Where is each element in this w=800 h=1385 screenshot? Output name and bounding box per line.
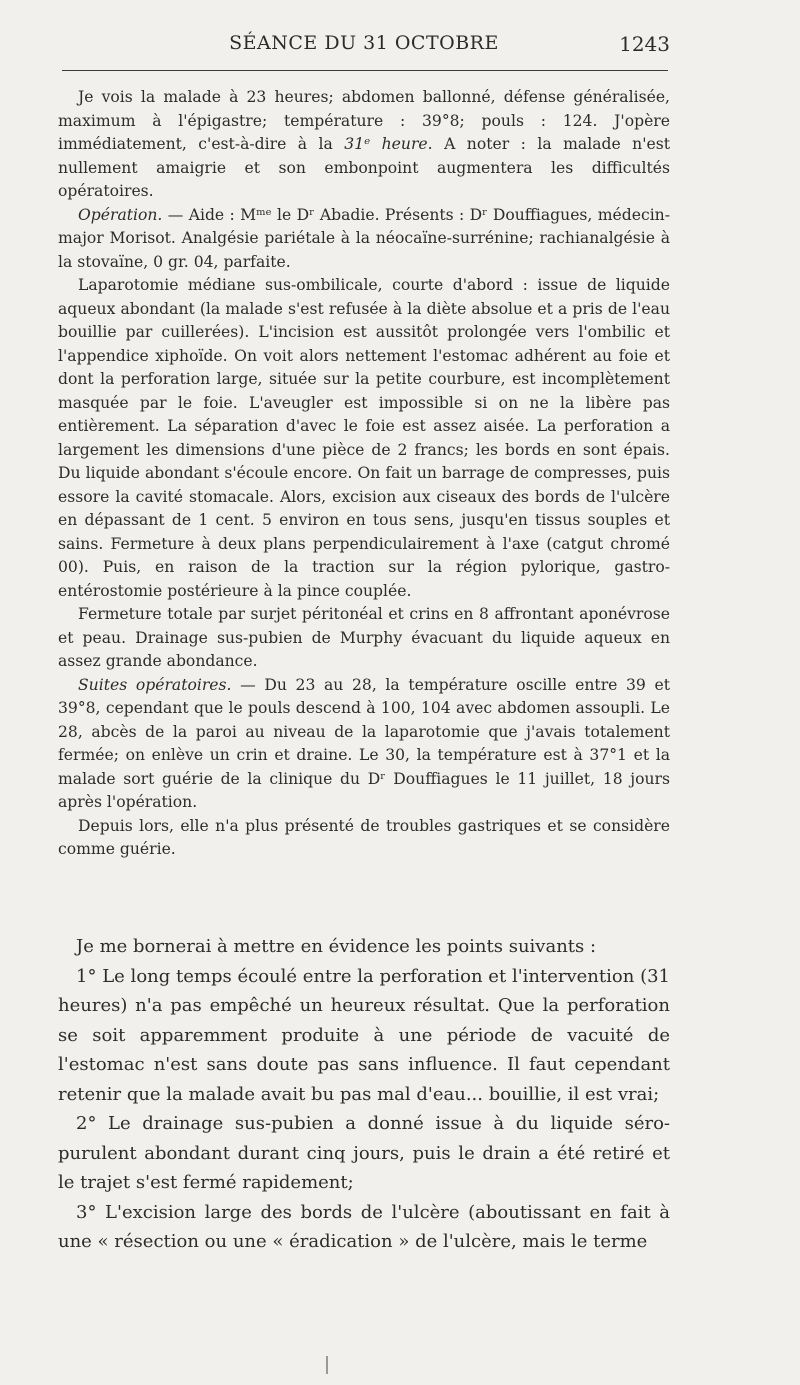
paragraph: Suites opératoires. — Du 23 au 28, la température oscille entre 39 et 39°8, cependant que le pouls descend à 100, 104 avec abdomen assoupli. Le 28, abcès de la paroi au niveau de la laparotomie que j'avais totalement fermée; on enlève un crin et draine. Le 30, la température est à 37°1 et la malade sort guérie de la clinique du Dʳ Douffiagues le 11 juillet, 18 jours après l'opération.: [58, 675, 670, 811]
paragraph: Laparotomie médiane sus-ombilicale, courte d'abord : issue de liquide aqueux abondant (la malade s'est refusée à la diète absolue et a pris de l'eau bouillie par cuillerées). L'incision est aussitôt prolongée vers l'ombilic et l'appendice xiphoïde. On voit alors nettement l'estomac adhérent au foie et dont la perforation large, située sur la petite courbure, est incomplètement masquée par le foie. L'aveugler est impossible si on ne la libère pas entièrement. La séparation d'avec le foie est assez aisée. La perforation a largement les dimensions d'une pièce de 2 francs; les bords en sont épais. Du liquide abondant s'écoule encore. On fait un barrage de compresses, puis essore la cavité stomacale. Alors, excision aux ciseaux des bords de l'ulcère en dépassant de 1 cent. 5 environ en tous sens, jusqu'en tissus souples et sains. Fermeture à deux plans perpendiculairement à l'axe (catgut chromé 00). Puis, en raison de la traction sur la région pylorique, gastro-entérostomie postérieure à la pince couplée.: [58, 276, 670, 600]
paragraph: Depuis lors, elle n'a plus présenté de troubles gastriques et se considère comme guérie.: [58, 816, 670, 858]
page-blemish: [326, 1356, 328, 1374]
header-rule: [62, 70, 668, 71]
paragraph: Opération. — Aide : Mᵐᵉ le Dʳ Abadie. Présents : Dʳ Douffiagues, médecin-major Morisot. Analgésie pariétale à la néocaïne-surrénine; rachianalgésie à la stovaïne, 0 gr. 04, parfaite.: [58, 205, 670, 271]
italic-text: 31ᵉ heure: [344, 135, 428, 153]
running-header: [58, 28, 670, 62]
section-lead: Opération.: [78, 205, 163, 224]
case-report-block: [58, 86, 670, 862]
header-title: SÉANCE DU 31 OCTOBRE: [229, 32, 499, 54]
section-lead: Suites opératoires.: [78, 675, 232, 694]
paragraph: Je me bornerai à mettre en évidence les points suivants :: [76, 936, 597, 957]
paragraph: 2° Le drainage sus-pubien a donné issue à du liquide séro-purulent abondant durant cinq jours, puis le drain a été retiré et le trajet s'est fermé rapidement;: [58, 1113, 670, 1193]
discussion-block: [58, 932, 670, 1257]
paragraph: 1° Le long temps écoulé entre la perforation et l'intervention (31 heures) n'a pas empêché un heureux résultat. Que la perforation se soit apparemment produite à une période de vacuité de l'estomac n'est sans doute pas sans influence. Il faut cependant retenir que la malade avait bu pas mal d'eau... bouillie, il est vrai;: [58, 965, 670, 1105]
paragraph: Je vois la malade à 23 heures; abdomen ballonné, défense généralisée, maximum à l'épigastre; température : 39°8; pouls : 124. J'opère immédiatement, c'est-à-dire à la 31ᵉ heure. A noter : la malade n'est nullement amaigrie et son embonpoint augmentera les difficultés opératoires.: [58, 88, 670, 200]
paragraph: 3° L'excision large des bords de l'ulcère (aboutissant en fait à une « résection ou une « éradication » de l'ulcère, mais le terme: [58, 1201, 670, 1252]
paragraph: Fermeture totale par surjet péritonéal et crins en 8 affrontant aponévrose et peau. Drainage sus-pubien de Murphy évacuant du liquide aqueux en assez grande abondance.: [58, 605, 670, 670]
page-number: 1243: [619, 32, 670, 56]
